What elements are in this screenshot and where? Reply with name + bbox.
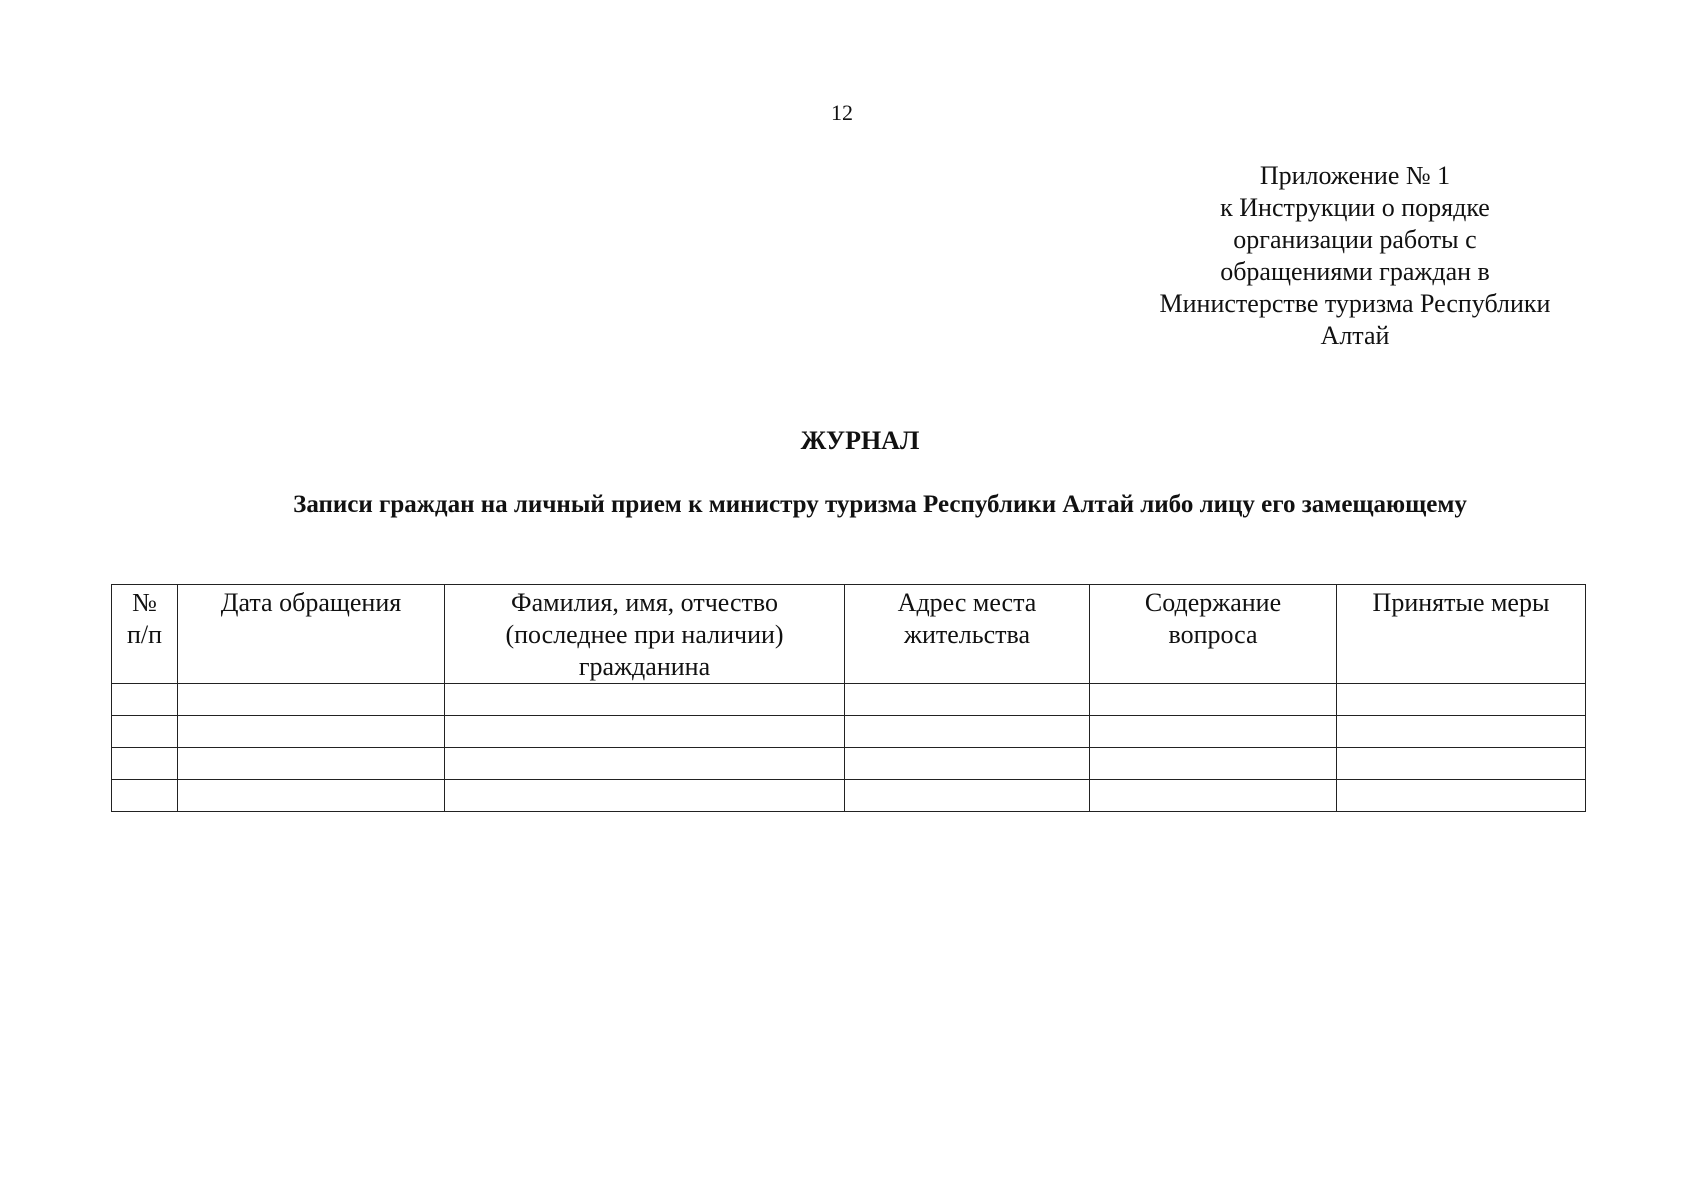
journal-table xyxy=(111,584,1586,812)
table-row xyxy=(112,780,1586,812)
table-cell xyxy=(178,748,445,780)
table-cell xyxy=(845,684,1090,716)
header-line: Принятые меры xyxy=(1372,588,1550,617)
table-cell xyxy=(1090,748,1337,780)
appendix-line: обращениями граждан в xyxy=(1220,257,1490,286)
table-cell xyxy=(845,780,1090,812)
header-date xyxy=(178,585,445,684)
header-line: п/п xyxy=(126,620,163,649)
journal-title: ЖУРНАЛ xyxy=(800,426,920,455)
table-cell xyxy=(178,684,445,716)
appendix-line: Алтай xyxy=(1320,321,1390,350)
table-cell xyxy=(445,748,845,780)
table-row xyxy=(112,684,1586,716)
header-line: вопроса xyxy=(1168,620,1258,649)
table-cell xyxy=(1337,684,1586,716)
header-line: (последнее при наличии) xyxy=(505,620,784,649)
journal-subtitle: Записи граждан на личный прием к министру туризма Республики Алтай либо лицу его замещающему xyxy=(293,491,1467,518)
table-cell xyxy=(1090,716,1337,748)
header-measures xyxy=(1337,585,1586,684)
header-address xyxy=(845,585,1090,684)
appendix-line: Министерстве туризма Республики xyxy=(1159,289,1551,318)
table-row xyxy=(112,748,1586,780)
table-cell xyxy=(845,748,1090,780)
header-full-name xyxy=(445,585,845,684)
table-cell xyxy=(445,684,845,716)
header-line: Содержание xyxy=(1144,588,1282,617)
header-number xyxy=(112,585,178,684)
table-cell xyxy=(1337,716,1586,748)
header-line: № xyxy=(132,588,157,617)
page-number: 12 xyxy=(831,100,853,125)
table-cell xyxy=(445,716,845,748)
appendix-line: организации работы с xyxy=(1233,225,1477,254)
table-body xyxy=(112,684,1586,812)
header-line: Фамилия, имя, отчество xyxy=(511,588,778,617)
table-cell xyxy=(112,684,178,716)
table-cell xyxy=(112,780,178,812)
table-header-row xyxy=(112,585,1586,684)
header-content xyxy=(1090,585,1337,684)
appendix-line: Приложение № 1 xyxy=(1259,161,1451,190)
table-row xyxy=(112,716,1586,748)
table-cell xyxy=(845,716,1090,748)
header-line: гражданина xyxy=(578,652,711,681)
appendix-line: к Инструкции о порядке xyxy=(1220,193,1490,222)
header-line: Адрес места xyxy=(897,588,1037,617)
table-cell xyxy=(1337,748,1586,780)
table-cell xyxy=(1090,684,1337,716)
table-cell xyxy=(178,716,445,748)
table-cell xyxy=(178,780,445,812)
table-cell xyxy=(112,716,178,748)
table-cell xyxy=(445,780,845,812)
appendix-block xyxy=(1120,160,1590,352)
header-line: Дата обращения xyxy=(220,588,402,617)
table-cell xyxy=(112,748,178,780)
header-line: жительства xyxy=(904,620,1030,649)
table-cell xyxy=(1337,780,1586,812)
table-cell xyxy=(1090,780,1337,812)
